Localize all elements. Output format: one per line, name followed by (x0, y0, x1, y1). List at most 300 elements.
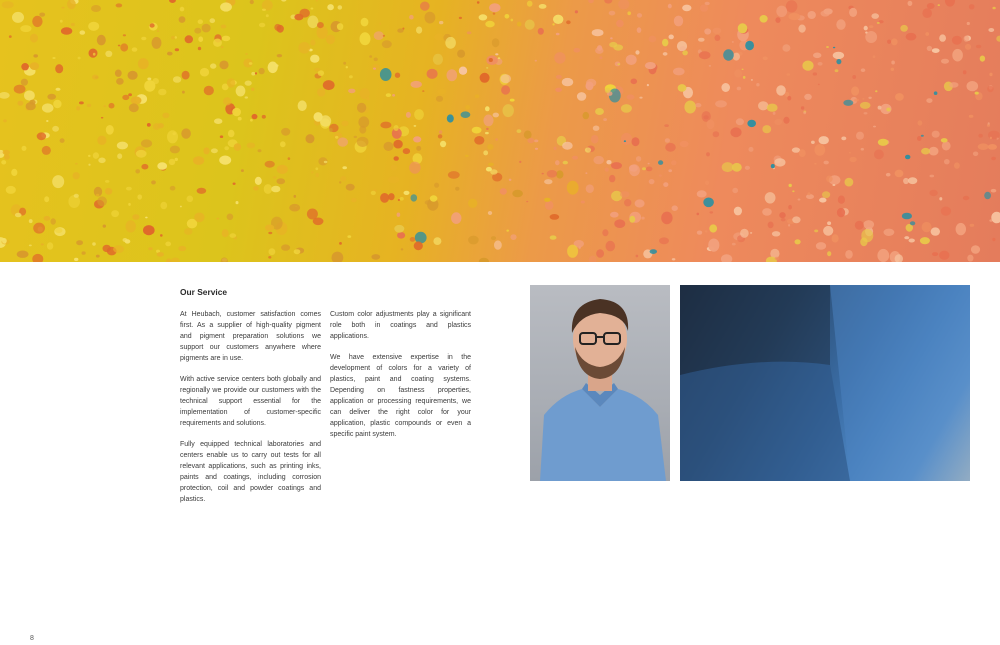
pigment-speck (632, 137, 640, 146)
pigment-speck (792, 190, 794, 192)
pigment-speck (213, 39, 222, 47)
pigment-speck (707, 120, 715, 130)
pigment-speck (128, 71, 138, 80)
pigment-speck (46, 120, 48, 122)
pigment-speck (268, 256, 271, 259)
pigment-speck (182, 71, 190, 80)
pigment-speck (609, 11, 616, 16)
pigment-speck (101, 117, 104, 119)
pigment-speck (626, 55, 637, 65)
person-illustration (530, 285, 670, 481)
pigment-speck (241, 169, 244, 172)
pigment-speck (621, 104, 632, 113)
pigment-speck (678, 84, 687, 92)
pigment-speck (493, 13, 496, 15)
pigment-speck (669, 35, 674, 40)
pigment-speck (97, 35, 106, 46)
pigment-speck (55, 64, 63, 73)
pigment-speck (664, 48, 668, 51)
pigment-speck (661, 212, 672, 225)
pigment-speck (74, 258, 78, 261)
pigment-speck (394, 156, 399, 161)
pigment-speck (29, 245, 32, 247)
pigment-speck (434, 183, 439, 188)
pigment-speck (266, 14, 269, 17)
pigment-speck (153, 78, 159, 84)
pigment-speck (137, 194, 142, 199)
pigment-speck (104, 105, 106, 107)
pigment-speck (734, 69, 742, 77)
pigment-speck (978, 143, 989, 150)
pigment-speck (88, 164, 90, 166)
pigment-speck (126, 220, 136, 232)
pigment-speck (813, 53, 821, 59)
pigment-speck (637, 27, 642, 33)
pigment-speck (26, 102, 36, 110)
pigment-speck (221, 25, 227, 29)
pigment-speck (992, 238, 995, 241)
pigment-speck (527, 138, 534, 143)
pigment-speck (554, 52, 565, 64)
pigment-speck (351, 198, 356, 202)
pigment-speck (826, 176, 833, 183)
pigment-speck (658, 160, 663, 165)
pigment-speck (111, 210, 119, 217)
pigment-speck (125, 239, 131, 243)
pigment-speck (715, 100, 727, 107)
pigment-speck (510, 99, 515, 102)
pigment-speck (802, 61, 813, 71)
pigment-speck (941, 207, 951, 216)
pigment-speck (167, 130, 178, 143)
pigment-speck (167, 52, 173, 56)
pigment-speck (849, 152, 851, 154)
pigment-speck (495, 138, 498, 140)
pigment-speck (845, 178, 854, 187)
pigment-speck (684, 101, 696, 114)
pigment-speck (480, 73, 490, 83)
pigment-speck (92, 242, 96, 245)
pigment-speck (524, 131, 532, 139)
pigment-speck (332, 252, 344, 262)
pigment-speck (294, 249, 301, 254)
pigment-speck (743, 76, 746, 79)
pigment-speck (526, 201, 528, 202)
pigment-speck (372, 64, 380, 70)
pigment-speck (141, 164, 148, 170)
pigment-speck (984, 192, 991, 199)
pigment-speck (380, 122, 391, 129)
pigment-speck (4, 154, 10, 160)
pigment-speck (732, 188, 738, 193)
page-number: 8 (30, 635, 34, 642)
pigment-speck (281, 0, 286, 2)
pigment-speck (575, 10, 578, 13)
pigment-speck (227, 78, 235, 87)
pigment-speck (782, 44, 790, 52)
pigment-speck (337, 137, 348, 146)
pigment-speck (230, 233, 237, 238)
pigment-speck (833, 52, 844, 59)
pigment-speck (572, 156, 578, 160)
pigment-speck (447, 69, 458, 81)
pigment-speck (138, 58, 149, 69)
pigment-speck (763, 57, 768, 61)
pigment-speck (126, 187, 132, 191)
pigment-speck (595, 108, 604, 115)
pigment-speck (439, 130, 442, 134)
pigment-speck (672, 205, 678, 211)
pigment-speck (245, 96, 248, 98)
pigment-speck (704, 28, 711, 34)
pigment-speck (969, 115, 974, 118)
pigment-speck (963, 196, 970, 200)
pigment-speck (542, 173, 544, 175)
pigment-speck (605, 168, 609, 172)
pigment-speck (606, 160, 611, 164)
pigment-speck (327, 4, 334, 10)
pigment-speck (157, 162, 167, 169)
pigment-speck (861, 229, 873, 242)
pigment-speck (597, 45, 602, 51)
pigment-speck (636, 255, 639, 258)
pigment-speck (562, 142, 573, 150)
pigment-speck (414, 125, 417, 127)
pigment-speck (887, 40, 891, 44)
pigment-speck (47, 242, 53, 250)
pigment-speck (251, 88, 255, 91)
pigment-speck (588, 0, 594, 3)
pigment-speck (182, 91, 185, 94)
pigment-speck (152, 37, 162, 49)
pigment-speck (874, 150, 884, 160)
pigment-speck (39, 13, 45, 17)
pigment-speck (316, 0, 318, 1)
pigment-speck (745, 166, 750, 170)
pigment-speck (315, 167, 318, 170)
pigment-speck (566, 20, 571, 24)
pigment-speck (646, 167, 653, 172)
pigment-speck (311, 171, 313, 174)
pigment-speck (512, 190, 523, 197)
pigment-speck (555, 88, 562, 92)
pigment-speck (216, 218, 219, 220)
pigment-speck (738, 23, 748, 33)
pigment-speck (135, 169, 140, 173)
pigment-speck (193, 156, 204, 165)
pigment-speck (411, 81, 422, 88)
pigment-speck (710, 211, 714, 213)
pigment-speck (175, 158, 178, 161)
pigment-speck (210, 18, 216, 23)
pigment-speck (210, 63, 216, 68)
pigment-speck (76, 240, 83, 245)
pigment-speck (479, 258, 489, 262)
pigment-speck (709, 65, 711, 67)
pigment-speck (384, 142, 394, 151)
pigment-speck (425, 200, 431, 204)
pigment-speck (663, 182, 668, 187)
pigment-speck (517, 129, 522, 133)
pigment-speck (563, 161, 568, 165)
pigment-speck (620, 191, 630, 197)
pigment-speck (663, 52, 668, 56)
pigment-speck (891, 38, 898, 45)
pigment-speck (965, 44, 971, 50)
pigment-speck (767, 104, 778, 112)
pigment-speck (326, 35, 335, 45)
pigment-speck (171, 36, 175, 40)
pigment-speck (603, 118, 607, 121)
pigment-speck (117, 153, 122, 159)
pigment-speck (397, 28, 403, 32)
pigment-speck (682, 5, 691, 12)
hero-pigment-image (0, 0, 1000, 262)
pigment-speck (787, 73, 791, 76)
pigment-speck (909, 239, 915, 243)
pigment-speck (486, 167, 492, 172)
pigment-speck (141, 139, 152, 147)
pigment-speck (171, 258, 180, 263)
pigment-speck (75, 163, 78, 165)
pigment-speck (489, 58, 493, 62)
pigment-speck (787, 96, 791, 101)
pigment-speck (750, 232, 752, 234)
pigment-speck (789, 184, 792, 187)
pigment-speck (416, 146, 421, 151)
pigment-speck (448, 171, 460, 179)
pigment-speck (141, 37, 146, 40)
pigment-speck (586, 79, 596, 87)
pigment-speck (181, 128, 191, 138)
pigment-speck (932, 252, 938, 256)
pigment-speck (970, 224, 975, 227)
pigment-speck (705, 230, 708, 232)
pigment-speck (78, 57, 81, 60)
pigment-speck (614, 219, 625, 228)
pigment-speck (371, 191, 376, 195)
pigment-speck (33, 54, 38, 57)
pigment-speck (60, 138, 65, 143)
pigment-speck (269, 248, 276, 255)
pigment-speck (737, 87, 742, 91)
pigment-speck (942, 141, 951, 150)
pigment-speck (534, 140, 538, 143)
pigment-speck (629, 216, 635, 223)
pigment-speck (697, 213, 700, 216)
pigment-speck (97, 196, 107, 206)
pigment-speck (585, 172, 587, 174)
pigment-speck (76, 106, 80, 110)
pigment-speck (645, 62, 656, 69)
pigment-speck (390, 165, 397, 171)
pigment-speck (509, 179, 512, 181)
pigment-speck (236, 201, 239, 204)
pigment-speck (715, 35, 721, 41)
pigment-speck (132, 214, 139, 220)
pigment-speck (873, 55, 876, 58)
pigment-speck (550, 235, 557, 239)
pigment-speck (436, 96, 443, 102)
pigment-speck (624, 199, 631, 206)
pigment-speck (900, 25, 908, 32)
pigment-speck (20, 25, 31, 32)
pigment-speck (871, 13, 879, 19)
pigment-speck (944, 159, 950, 164)
pigment-speck (978, 134, 982, 138)
pigment-speck (506, 230, 509, 232)
pigment-speck (236, 86, 246, 97)
pigment-speck (151, 180, 156, 184)
text-column-left (180, 309, 321, 515)
pigment-speck (222, 229, 229, 237)
pigment-speck (722, 162, 734, 172)
pigment-speck (313, 218, 324, 226)
pigment-speck (708, 239, 719, 252)
pigment-speck (123, 34, 126, 36)
pigment-speck (252, 114, 258, 119)
pigment-speck (60, 20, 63, 23)
pigment-speck (438, 89, 446, 95)
pigment-speck (758, 101, 768, 110)
pigment-speck (427, 69, 438, 79)
pigment-speck (494, 240, 502, 249)
pigment-speck (42, 146, 51, 155)
pigment-speck (756, 83, 759, 86)
pigment-speck (665, 138, 670, 143)
pigment-speck (503, 104, 514, 117)
pigment-speck (337, 23, 343, 30)
pigment-speck (357, 103, 366, 113)
pigment-speck (439, 21, 443, 24)
pigment-speck (198, 36, 203, 42)
pigment-speck (636, 156, 641, 162)
pigment-speck (772, 231, 780, 236)
pigment-speck (166, 258, 171, 262)
pigment-speck (674, 16, 683, 27)
pigment-speck (451, 212, 461, 224)
pigment-speck (671, 160, 677, 165)
pigment-speck (771, 164, 775, 168)
pigment-speck (593, 126, 600, 131)
pigment-speck (650, 249, 657, 254)
pigment-speck (635, 50, 639, 54)
pigment-speck (886, 108, 890, 112)
pigment-speck (600, 56, 603, 59)
pigment-speck (87, 104, 91, 107)
pigment-speck (635, 199, 645, 207)
pigment-speck (109, 103, 115, 109)
pigment-speck (519, 161, 521, 163)
pigment-speck (917, 136, 922, 141)
pigment-speck (902, 213, 912, 220)
pigment-speck (954, 162, 960, 168)
pigment-speck (51, 218, 56, 224)
pigment-speck (204, 86, 214, 96)
pigment-speck (776, 6, 787, 17)
pigment-speck (67, 0, 76, 9)
pigment-speck (814, 230, 818, 233)
pigment-speck (905, 155, 910, 160)
pigment-speck (277, 54, 282, 57)
pigment-speck (991, 189, 997, 193)
pigment-speck (180, 7, 185, 12)
pigment-speck (414, 109, 424, 120)
pigment-speck (397, 213, 401, 217)
pigment-speck (259, 23, 265, 28)
pigment-speck (788, 13, 800, 20)
pigment-speck (93, 152, 99, 159)
pigment-speck (733, 53, 740, 61)
pigment-speck (369, 55, 372, 58)
pigment-speck (552, 23, 554, 25)
pigment-speck (394, 125, 399, 131)
pigment-speck (863, 220, 874, 229)
pigment-speck (932, 48, 940, 53)
pigment-speck (989, 73, 992, 77)
pigment-speck (198, 47, 201, 51)
pigment-speck (103, 245, 111, 252)
pigment-speck (459, 17, 462, 19)
pigment-speck (930, 175, 935, 178)
pigment-speck (742, 69, 744, 70)
pigment-speck (433, 237, 441, 245)
pigment-speck (788, 224, 790, 227)
pigment-speck (583, 112, 590, 119)
pigment-speck (341, 121, 348, 127)
pigment-speck (553, 15, 563, 24)
pigment-speck (79, 101, 84, 104)
pigment-speck (527, 1, 533, 7)
pigment-speck (495, 53, 498, 55)
pigment-speck (762, 125, 771, 133)
pigment-speck (197, 188, 207, 194)
pigment-speck (745, 41, 754, 50)
pigment-speck (194, 213, 204, 223)
pigment-speck (774, 158, 785, 166)
pigment-speck (927, 3, 935, 9)
pigment-speck (245, 81, 252, 86)
pigment-speck (73, 172, 80, 179)
pigment-speck (606, 241, 616, 252)
pigment-speck (158, 89, 166, 96)
pigment-speck (298, 42, 310, 54)
pigment-speck (535, 60, 537, 62)
pigment-speck (425, 12, 436, 24)
pigment-speck (814, 163, 817, 165)
pigment-speck (221, 46, 224, 48)
pigment-speck (62, 7, 65, 9)
pigment-speck (0, 92, 10, 99)
pigment-speck (157, 30, 160, 32)
pigment-speck (648, 163, 650, 165)
pigment-speck (941, 59, 949, 64)
pigment-speck (760, 15, 768, 23)
pigment-speck (173, 76, 181, 83)
pigment-speck (316, 173, 320, 177)
pigment-speck (380, 68, 392, 81)
pigment-speck (637, 13, 642, 18)
pigment-speck (824, 8, 833, 14)
pigment-speck (366, 97, 369, 101)
pigment-speck (811, 141, 815, 144)
pigment-speck (952, 36, 962, 45)
pigment-speck (162, 113, 169, 119)
pigment-speck (11, 169, 17, 176)
pigment-speck (976, 45, 981, 49)
pigment-speck (227, 214, 234, 221)
pigment-speck (939, 34, 946, 41)
